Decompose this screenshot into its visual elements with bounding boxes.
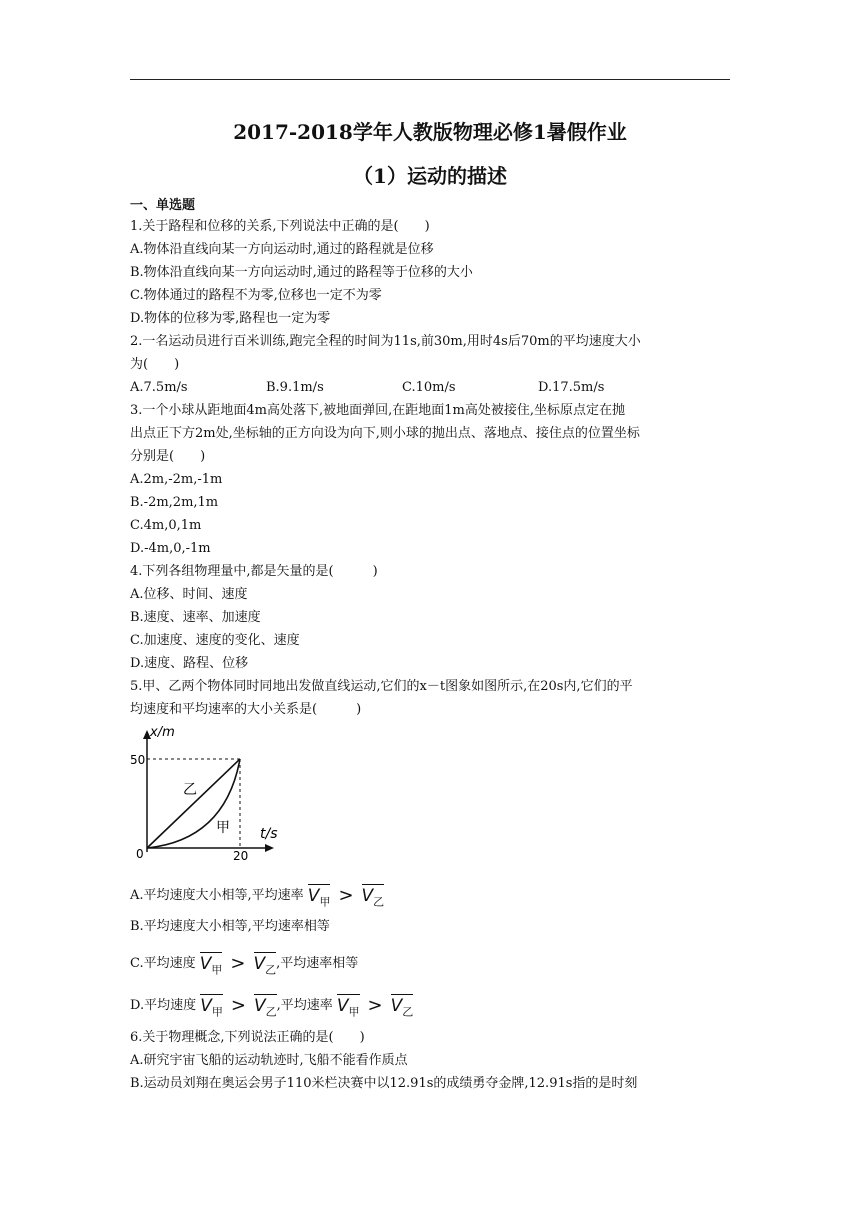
inequality-jia-gt-yi [200, 952, 276, 979]
v-yi-bar [391, 994, 414, 1021]
q3-option-c: C.4m,0,1m [130, 518, 202, 533]
inequality-jia-gt-yi-2 [337, 994, 413, 1021]
sub-yi: 乙 [402, 1005, 414, 1019]
q3-stem-line2: 出点正下方2m处,坐标轴的正方向设为向下,则小球的抛出点、落地点、接住点的位置坐标 [130, 426, 640, 441]
v-symbol: V [390, 996, 403, 1016]
q1-option-b: B.物体沿直线向某一方向运动时,通过的路程等于位移的大小 [130, 265, 473, 280]
sub-yi: 乙 [265, 963, 277, 977]
q3-stem-line1: 3.一个小球从距地面4m高处落下,被地面弹回,在距地面1m高处被接住,坐标原点定在抛 [130, 403, 625, 418]
document-subtitle: （1）运动的描述 [353, 164, 507, 188]
greater-than: > [367, 995, 383, 1016]
x-axis-arrow [265, 844, 274, 852]
q5-stem-line1: 5.甲、乙两个物体同时同地出发做直线运动,它们的x－t图象如图所示,在20s内,它们的平 [130, 679, 633, 694]
y-tick-50: 50 [130, 753, 146, 767]
q5-option-d [130, 994, 413, 1021]
greater-than: > [338, 885, 354, 906]
v-jia-bar [200, 952, 223, 979]
q5-option-c [130, 952, 358, 979]
q5-option-d-mid: ,平均速率 [276, 998, 333, 1013]
v-symbol: V [361, 886, 374, 906]
origin-label: 0 [136, 847, 144, 861]
v-symbol: V [199, 954, 212, 974]
q4-option-b: B.速度、速率、加速度 [130, 610, 261, 625]
v-yi-bar [362, 884, 385, 911]
q2-option-a: A.7.5m/s [130, 380, 188, 395]
v-symbol: V [336, 996, 349, 1016]
q1-option-a: A.物体沿直线向某一方向运动时,通过的路程就是位移 [130, 242, 434, 257]
q2-options-row [130, 379, 674, 397]
q5-stem-line2: 均速度和平均速率的大小关系是( ) [130, 702, 362, 717]
v-symbol: V [253, 954, 266, 974]
v-symbol: V [307, 886, 320, 906]
q1-option-c: C.物体通过的路程不为零,位移也一定不为零 [130, 288, 382, 303]
section-heading: 一、单选题 [130, 198, 196, 213]
q2-stem-line2: 为( ) [130, 357, 180, 372]
sub-jia: 甲 [319, 895, 331, 909]
inequality-jia-gt-yi [200, 994, 276, 1021]
q5-option-c-post: ,平均速率相等 [276, 956, 359, 971]
q5-option-a [130, 884, 384, 911]
q4-option-c: C.加速度、速度的变化、速度 [130, 633, 300, 648]
q3-option-a: A.2m,-2m,-1m [130, 472, 223, 487]
x-tick-20: 20 [233, 849, 249, 863]
greater-than: > [230, 953, 246, 974]
sub-jia: 甲 [348, 1005, 360, 1019]
q6-stem: 6.关于物理概念,下列说法正确的是( ) [130, 1030, 365, 1045]
q3-option-d: D.-4m,0,-1m [130, 541, 211, 556]
document-title: 2017-2018学年人教版物理必修1暑假作业 [233, 120, 627, 144]
q2-stem-line1: 2.一名运动员进行百米训练,跑完全程的时间为11s,前30m,用时4s后70m的平均速度大小 [130, 334, 641, 349]
v-symbol: V [200, 996, 212, 1016]
v-yi-bar [254, 994, 277, 1021]
curve-label-jia: 甲 [216, 820, 230, 836]
v-jia-bar [337, 994, 360, 1021]
q4-option-d: D.速度、路程、位移 [130, 656, 249, 671]
q3-option-b: B.-2m,2m,1m [130, 495, 219, 510]
greater-than: > [230, 995, 246, 1016]
curve-label-yi: 乙 [183, 782, 197, 798]
v-jia-bar [200, 994, 223, 1021]
q1-option-d: D.物体的位移为零,路程也一定为零 [130, 311, 331, 326]
q5-option-b: B.平均速度大小相等,平均速率相等 [130, 919, 330, 934]
q2-option-b: B.9.1m/s [266, 380, 324, 395]
q5-option-a-text: A.平均速度大小相等,平均速率 [130, 888, 304, 903]
y-axis-label: x/m [150, 725, 175, 740]
q5-option-c-pre: C.平均速度 [130, 956, 196, 971]
sub-jia: 甲 [211, 963, 223, 977]
sub-yi: 乙 [265, 1005, 277, 1019]
q2-option-d: D.17.5m/s [538, 380, 605, 395]
q6-option-b: B.运动员刘翔在奥运会男子110米栏决赛中以12.91s的成绩勇夺金牌,12.91s指的是时刻 [130, 1076, 638, 1091]
q3-stem-line3: 分别是( ) [130, 449, 206, 464]
sub-jia: 甲 [211, 1005, 223, 1019]
inequality-jia-gt-yi [308, 884, 384, 911]
sub-yi: 乙 [373, 895, 385, 909]
q6-option-a: A.研究宇宙飞船的运动轨迹时,飞船不能看作质点 [130, 1053, 408, 1068]
q1-stem: 1.关于路程和位移的关系,下列说法中正确的是( ) [130, 219, 430, 234]
x-axis-label: t/s [260, 826, 278, 842]
v-jia-bar [308, 884, 331, 911]
v-yi-bar [254, 952, 277, 979]
v-symbol: V [253, 996, 266, 1016]
xt-graph [130, 722, 290, 868]
q5-option-d-pre: D.平均速度 [130, 998, 197, 1013]
q4-stem: 4.下列各组物理量中,都是矢量的是( ) [130, 564, 378, 579]
header-rule [130, 79, 730, 80]
q4-option-a: A.位移、时间、速度 [130, 587, 248, 602]
q2-option-c: C.10m/s [402, 380, 456, 395]
